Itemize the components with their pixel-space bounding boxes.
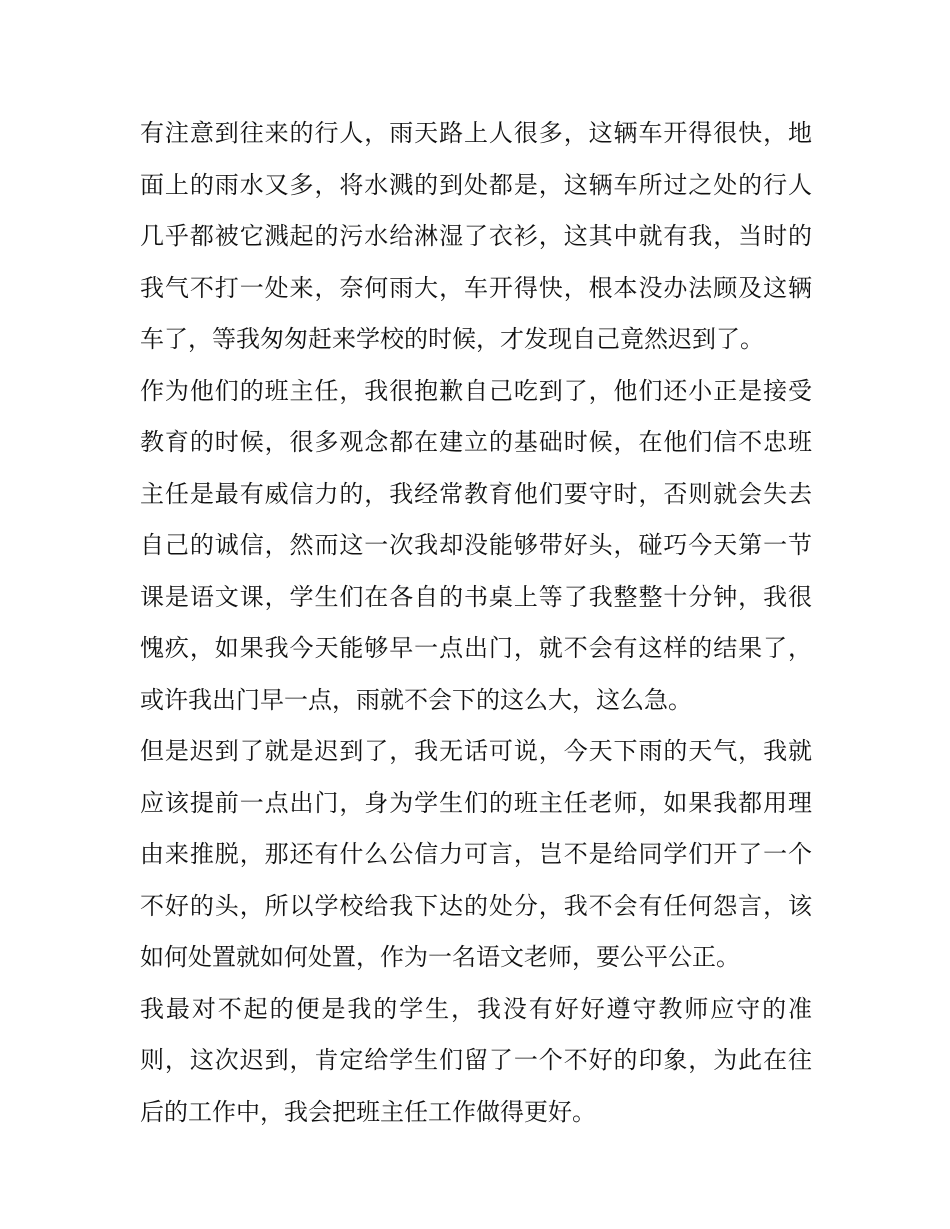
paragraph-1 (140, 108, 812, 366)
text-line: 我气不打一处来，奈何雨大，车开得快，根本没办法顾及这辆 (140, 273, 812, 302)
paragraph-3 (140, 726, 812, 984)
text-line: 愧疚，如果我今天能够早一点出门，就不会有这样的结果了， (140, 634, 812, 662)
paragraph-4 (140, 984, 812, 1139)
text-line: 后的工作中，我会把班主任工作做得更好。 (140, 1097, 596, 1126)
text-line: 但是迟到了就是迟到了，我无话可说，今天下雨的天气，我就 (140, 737, 812, 765)
text-line: 课是语文课，学生们在各自的书桌上等了我整整十分钟，我很 (140, 582, 812, 611)
text-line: 有注意到往来的行人，雨天路上人很多，这辆车开得很快，地 (140, 119, 812, 147)
text-line: 如何处置就如何处置，作为一名语文老师，要公平公正。 (140, 943, 740, 971)
paragraph-2 (140, 366, 812, 727)
text-line: 或许我出门早一点，雨就不会下的这么大，这么急。 (140, 685, 692, 714)
text-line: 自己的诚信，然而这一次我却没能够带好头，碰巧今天第一节 (140, 531, 812, 559)
text-line: 则，这次迟到，肯定给学生们留了一个不好的印象，为此在往 (140, 1046, 812, 1074)
text-line: 车了，等我匆匆赶来学校的时候，才发现自己竟然迟到了。 (140, 325, 764, 353)
text-line: 作为他们的班主任，我很抱歉自己吃到了，他们还小正是接受 (140, 376, 812, 405)
text-line: 不好的头，所以学校给我下达的处分，我不会有任何怨言，该 (140, 891, 812, 920)
text-line: 几乎都被它溅起的污水给淋湿了衣衫，这其中就有我，当时的 (140, 222, 812, 250)
text-line: 应该提前一点出门，身为学生们的班主任老师，如果我都用理 (140, 788, 812, 817)
text-line: 面上的雨水又多，将水溅的到处都是，这辆车所过之处的行人 (140, 170, 812, 199)
text-line: 主任是最有威信力的，我经常教育他们要守时，否则就会失去 (140, 479, 812, 508)
text-line: 我最对不起的便是我的学生，我没有好好遵守教师应守的准 (140, 994, 812, 1023)
text-line: 教育的时候，很多观念都在建立的基础时候，在他们信不忠班 (140, 428, 812, 456)
document-body (140, 108, 812, 1138)
text-line: 由来推脱，那还有什么公信力可言，岂不是给同学们开了一个 (140, 840, 812, 868)
